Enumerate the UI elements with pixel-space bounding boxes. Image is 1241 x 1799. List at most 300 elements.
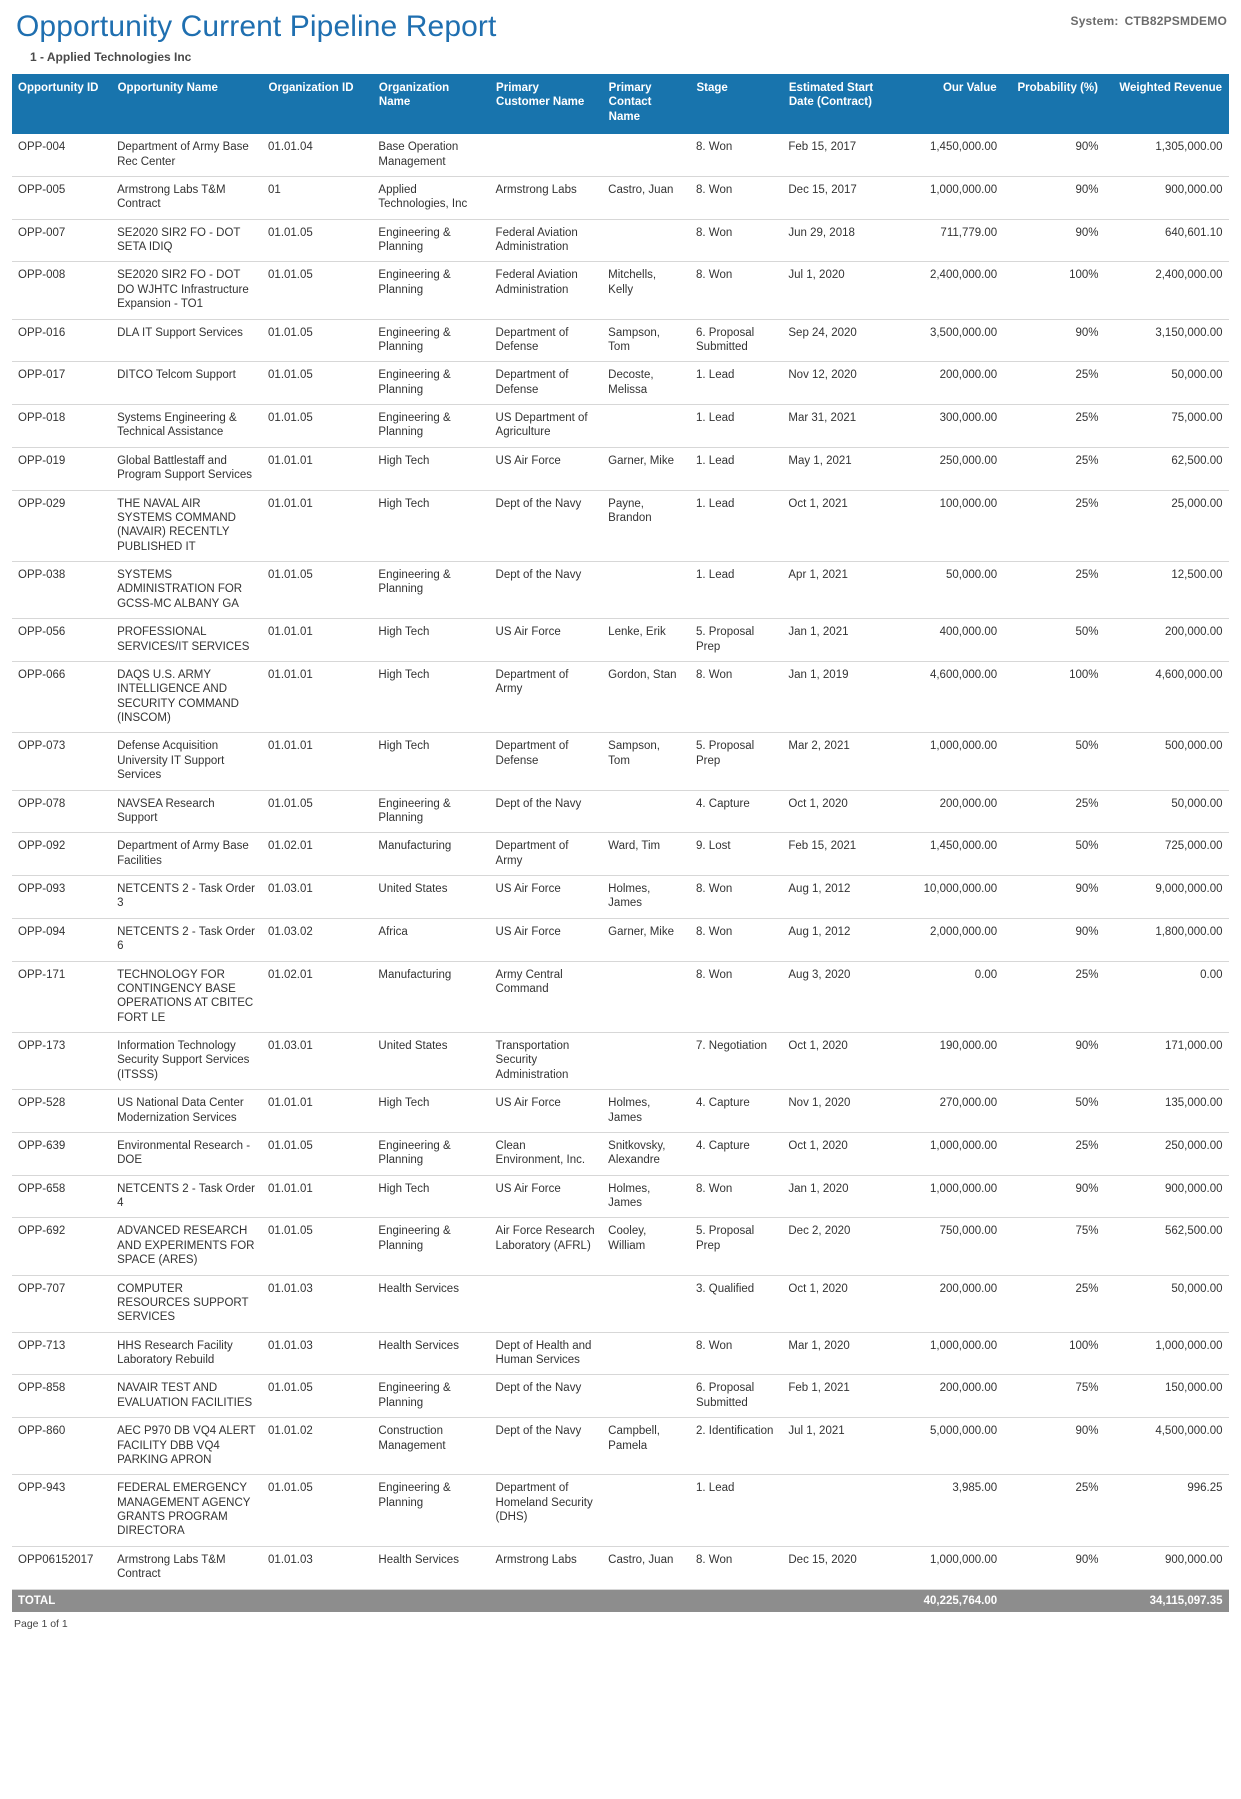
- cell-5: [602, 405, 690, 448]
- cell-4: US Air Force: [490, 447, 603, 490]
- cell-6: 8. Won: [690, 661, 782, 733]
- cell-8: 711,779.00: [891, 219, 1004, 262]
- col-our-value: Our Value: [891, 74, 1004, 134]
- cell-7: Apr 1, 2021: [782, 562, 890, 619]
- cell-0: OPP-173: [12, 1033, 111, 1090]
- cell-0: OPP-073: [12, 733, 111, 790]
- report-subtitle: 1 - Applied Technologies Inc: [30, 50, 192, 64]
- cell-9: 75%: [1003, 1218, 1104, 1275]
- cell-4: [490, 1275, 603, 1332]
- cell-6: 6. Proposal Submitted: [690, 1375, 782, 1418]
- cell-1: Global Battlestaff and Program Support Services: [111, 447, 262, 490]
- table-row: [12, 1418, 1229, 1475]
- cell-3: Engineering & Planning: [372, 319, 489, 362]
- cell-6: 8. Won: [690, 1332, 782, 1375]
- cell-8: 1,450,000.00: [891, 134, 1004, 176]
- cell-0: OPP-004: [12, 134, 111, 176]
- cell-1: DAQS U.S. ARMY INTELLIGENCE AND SECURITY COMMAND (INSCOM): [111, 661, 262, 733]
- cell-5: [602, 1033, 690, 1090]
- cell-5: Holmes, James: [602, 1090, 690, 1133]
- cell-8: 200,000.00: [891, 362, 1004, 405]
- cell-4: Dept of the Navy: [490, 1375, 603, 1418]
- cell-6: 2. Identification: [690, 1418, 782, 1475]
- table-row: [12, 918, 1229, 961]
- cell-4: Dept of the Navy: [490, 1418, 603, 1475]
- cell-5: Mitchells, Kelly: [602, 262, 690, 319]
- cell-10: 0.00: [1105, 961, 1229, 1033]
- cell-3: Engineering & Planning: [372, 790, 489, 833]
- cell-0: OPP-007: [12, 219, 111, 262]
- cell-9: 25%: [1003, 562, 1104, 619]
- cell-2: 01.01.05: [262, 262, 372, 319]
- cell-3: Health Services: [372, 1546, 489, 1589]
- cell-3: Engineering & Planning: [372, 1475, 489, 1547]
- cell-5: Campbell, Pamela: [602, 1418, 690, 1475]
- table-row: [12, 1132, 1229, 1175]
- cell-1: Department of Army Base Rec Center: [111, 134, 262, 176]
- cell-8: 1,000,000.00: [891, 1332, 1004, 1375]
- cell-7: Feb 15, 2017: [782, 134, 890, 176]
- cell-0: OPP-005: [12, 176, 111, 219]
- pipeline-table: [12, 74, 1229, 1612]
- cell-6: 8. Won: [690, 176, 782, 219]
- table-body: [12, 134, 1229, 1589]
- cell-6: 5. Proposal Prep: [690, 1218, 782, 1275]
- cell-8: 10,000,000.00: [891, 876, 1004, 919]
- cell-5: [602, 1332, 690, 1375]
- cell-4: US Air Force: [490, 876, 603, 919]
- cell-7: Jul 1, 2020: [782, 262, 890, 319]
- cell-1: NETCENTS 2 - Task Order 6: [111, 918, 262, 961]
- cell-0: OPP-066: [12, 661, 111, 733]
- cell-0: OPP-658: [12, 1175, 111, 1218]
- cell-1: SE2020 SIR2 FO - DOT SETA IDIQ: [111, 219, 262, 262]
- cell-1: NAVSEA Research Support: [111, 790, 262, 833]
- col-opportunity-id: Opportunity ID: [12, 74, 111, 134]
- cell-10: 200,000.00: [1105, 619, 1229, 662]
- cell-6: 8. Won: [690, 918, 782, 961]
- cell-10: 996.25: [1105, 1475, 1229, 1547]
- cell-8: 200,000.00: [891, 1275, 1004, 1332]
- cell-6: 8. Won: [690, 1175, 782, 1218]
- cell-9: 90%: [1003, 1418, 1104, 1475]
- col-primary-contact-name: Primary Contact Name: [602, 74, 690, 134]
- cell-2: 01.01.01: [262, 733, 372, 790]
- cell-7: Mar 2, 2021: [782, 733, 890, 790]
- table-row: [12, 176, 1229, 219]
- cell-8: 300,000.00: [891, 405, 1004, 448]
- cell-9: 90%: [1003, 134, 1104, 176]
- cell-10: 171,000.00: [1105, 1033, 1229, 1090]
- cell-0: OPP-017: [12, 362, 111, 405]
- cell-7: Dec 15, 2020: [782, 1546, 890, 1589]
- cell-2: 01.01.03: [262, 1332, 372, 1375]
- cell-1: PROFESSIONAL SERVICES/IT SERVICES: [111, 619, 262, 662]
- cell-8: 200,000.00: [891, 790, 1004, 833]
- cell-10: 75,000.00: [1105, 405, 1229, 448]
- cell-10: 50,000.00: [1105, 1275, 1229, 1332]
- cell-3: Base Operation Management: [372, 134, 489, 176]
- cell-9: 90%: [1003, 876, 1104, 919]
- cell-10: 62,500.00: [1105, 447, 1229, 490]
- cell-7: Jan 1, 2020: [782, 1175, 890, 1218]
- cell-0: OPP-713: [12, 1332, 111, 1375]
- col-organization-name: Organization Name: [372, 74, 489, 134]
- cell-1: Environmental Research - DOE: [111, 1132, 262, 1175]
- cell-2: 01.01.05: [262, 1132, 372, 1175]
- cell-4: Federal Aviation Administration: [490, 219, 603, 262]
- cell-3: Engineering & Planning: [372, 1132, 489, 1175]
- total-probability: [1003, 1589, 1104, 1612]
- cell-10: 135,000.00: [1105, 1090, 1229, 1133]
- cell-7: Jan 1, 2019: [782, 661, 890, 733]
- col-opportunity-name: Opportunity Name: [111, 74, 262, 134]
- cell-6: 8. Won: [690, 134, 782, 176]
- cell-6: 8. Won: [690, 876, 782, 919]
- cell-7: Oct 1, 2020: [782, 790, 890, 833]
- cell-9: 90%: [1003, 1175, 1104, 1218]
- table-row: [12, 405, 1229, 448]
- cell-1: US National Data Center Modernization Services: [111, 1090, 262, 1133]
- cell-8: 1,000,000.00: [891, 733, 1004, 790]
- cell-2: 01.02.01: [262, 833, 372, 876]
- cell-1: TECHNOLOGY FOR CONTINGENCY BASE OPERATIONS AT CBITEC FORT LE: [111, 961, 262, 1033]
- cell-2: 01.01.02: [262, 1418, 372, 1475]
- table-row: [12, 1475, 1229, 1547]
- cell-3: High Tech: [372, 619, 489, 662]
- cell-7: Sep 24, 2020: [782, 319, 890, 362]
- cell-6: 9. Lost: [690, 833, 782, 876]
- cell-0: OPP-692: [12, 1218, 111, 1275]
- cell-5: Garner, Mike: [602, 918, 690, 961]
- cell-5: Payne, Brandon: [602, 490, 690, 562]
- cell-4: US Air Force: [490, 918, 603, 961]
- cell-2: 01.03.02: [262, 918, 372, 961]
- cell-0: OPP-943: [12, 1475, 111, 1547]
- cell-7: Aug 1, 2012: [782, 876, 890, 919]
- cell-4: Department of Defense: [490, 319, 603, 362]
- table-row: [12, 833, 1229, 876]
- cell-1: NAVAIR TEST AND EVALUATION FACILITIES: [111, 1375, 262, 1418]
- cell-2: 01.01.01: [262, 447, 372, 490]
- cell-4: Air Force Research Laboratory (AFRL): [490, 1218, 603, 1275]
- cell-5: [602, 1475, 690, 1547]
- cell-10: 12,500.00: [1105, 562, 1229, 619]
- cell-6: 8. Won: [690, 961, 782, 1033]
- system-value: CTB82PSMDEMO: [1124, 14, 1227, 28]
- header-row: [12, 74, 1229, 134]
- cell-4: Department of Defense: [490, 733, 603, 790]
- cell-5: [602, 790, 690, 833]
- cell-5: [602, 1275, 690, 1332]
- cell-3: Construction Management: [372, 1418, 489, 1475]
- cell-6: 8. Won: [690, 262, 782, 319]
- cell-4: Department of Homeland Security (DHS): [490, 1475, 603, 1547]
- table-row: [12, 447, 1229, 490]
- cell-0: OPP-078: [12, 790, 111, 833]
- cell-1: HHS Research Facility Laboratory Rebuild: [111, 1332, 262, 1375]
- cell-7: Nov 12, 2020: [782, 362, 890, 405]
- cell-10: 50,000.00: [1105, 362, 1229, 405]
- col-weighted-revenue: Weighted Revenue: [1105, 74, 1229, 134]
- cell-5: Lenke, Erik: [602, 619, 690, 662]
- cell-8: 1,000,000.00: [891, 1175, 1004, 1218]
- cell-10: 562,500.00: [1105, 1218, 1229, 1275]
- col-organization-id: Organization ID: [262, 74, 372, 134]
- cell-4: Armstrong Labs: [490, 176, 603, 219]
- cell-1: SE2020 SIR2 FO - DOT DO WJHTC Infrastructure Expansion - TO1: [111, 262, 262, 319]
- table-row: [12, 319, 1229, 362]
- cell-2: 01.01.01: [262, 619, 372, 662]
- table-row: [12, 562, 1229, 619]
- cell-3: Engineering & Planning: [372, 1218, 489, 1275]
- cell-4: Clean Environment, Inc.: [490, 1132, 603, 1175]
- cell-3: Engineering & Planning: [372, 262, 489, 319]
- cell-4: Department of Defense: [490, 362, 603, 405]
- cell-4: Dept of the Navy: [490, 562, 603, 619]
- cell-7: Oct 1, 2020: [782, 1275, 890, 1332]
- cell-6: 8. Won: [690, 1546, 782, 1589]
- cell-10: 1,305,000.00: [1105, 134, 1229, 176]
- table-row: [12, 619, 1229, 662]
- cell-4: Dept of the Navy: [490, 790, 603, 833]
- cell-9: 90%: [1003, 219, 1104, 262]
- cell-7: Oct 1, 2021: [782, 490, 890, 562]
- total-row: [12, 1589, 1229, 1612]
- col-primary-customer-name: Primary Customer Name: [490, 74, 603, 134]
- cell-4: Department of Army: [490, 661, 603, 733]
- cell-3: High Tech: [372, 490, 489, 562]
- cell-10: 900,000.00: [1105, 176, 1229, 219]
- cell-8: 200,000.00: [891, 1375, 1004, 1418]
- table-row: [12, 1275, 1229, 1332]
- cell-5: [602, 219, 690, 262]
- table-row: [12, 961, 1229, 1033]
- cell-0: OPP-038: [12, 562, 111, 619]
- cell-10: 2,400,000.00: [1105, 262, 1229, 319]
- cell-7: Jul 1, 2021: [782, 1418, 890, 1475]
- col-estimated-start-date: Estimated Start Date (Contract): [782, 74, 890, 134]
- cell-4: US Air Force: [490, 619, 603, 662]
- cell-8: 100,000.00: [891, 490, 1004, 562]
- cell-10: 1,000,000.00: [1105, 1332, 1229, 1375]
- cell-3: United States: [372, 1033, 489, 1090]
- cell-6: 5. Proposal Prep: [690, 619, 782, 662]
- cell-5: Gordon, Stan: [602, 661, 690, 733]
- cell-0: OPP06152017: [12, 1546, 111, 1589]
- cell-7: Nov 1, 2020: [782, 1090, 890, 1133]
- cell-2: 01.03.01: [262, 1033, 372, 1090]
- cell-0: OPP-639: [12, 1132, 111, 1175]
- cell-2: 01.02.01: [262, 961, 372, 1033]
- cell-10: 900,000.00: [1105, 1175, 1229, 1218]
- cell-0: OPP-018: [12, 405, 111, 448]
- cell-9: 100%: [1003, 262, 1104, 319]
- cell-3: High Tech: [372, 733, 489, 790]
- cell-5: [602, 562, 690, 619]
- cell-5: [602, 134, 690, 176]
- cell-10: 4,500,000.00: [1105, 1418, 1229, 1475]
- page-title: Opportunity Current Pipeline Report: [16, 10, 497, 43]
- cell-9: 25%: [1003, 447, 1104, 490]
- page-footer: Page 1 of 1: [14, 1617, 68, 1630]
- cell-2: 01.01.05: [262, 1218, 372, 1275]
- col-stage: Stage: [690, 74, 782, 134]
- cell-5: Sampson, Tom: [602, 319, 690, 362]
- cell-2: 01.01.01: [262, 661, 372, 733]
- cell-1: Department of Army Base Facilities: [111, 833, 262, 876]
- cell-1: AEC P970 DB VQ4 ALERT FACILITY DBB VQ4 PARKING APRON: [111, 1418, 262, 1475]
- cell-5: Decoste, Melissa: [602, 362, 690, 405]
- cell-2: 01.01.04: [262, 134, 372, 176]
- cell-8: 1,000,000.00: [891, 1132, 1004, 1175]
- table-row: [12, 1175, 1229, 1218]
- cell-3: Manufacturing: [372, 833, 489, 876]
- cell-8: 1,450,000.00: [891, 833, 1004, 876]
- cell-2: 01.01.01: [262, 1175, 372, 1218]
- table-row: [12, 1332, 1229, 1375]
- cell-3: Engineering & Planning: [372, 219, 489, 262]
- cell-6: 1. Lead: [690, 562, 782, 619]
- table-row: [12, 362, 1229, 405]
- cell-3: Applied Technologies, Inc: [372, 176, 489, 219]
- cell-2: 01.01.01: [262, 490, 372, 562]
- cell-2: 01.01.05: [262, 790, 372, 833]
- cell-8: 2,400,000.00: [891, 262, 1004, 319]
- cell-2: 01.01.03: [262, 1546, 372, 1589]
- cell-8: 400,000.00: [891, 619, 1004, 662]
- cell-8: 1,000,000.00: [891, 1546, 1004, 1589]
- cell-5: Castro, Juan: [602, 1546, 690, 1589]
- cell-2: 01.01.05: [262, 562, 372, 619]
- cell-1: Systems Engineering & Technical Assistance: [111, 405, 262, 448]
- cell-10: 9,000,000.00: [1105, 876, 1229, 919]
- cell-6: 6. Proposal Submitted: [690, 319, 782, 362]
- cell-8: 4,600,000.00: [891, 661, 1004, 733]
- cell-9: 90%: [1003, 1546, 1104, 1589]
- cell-0: OPP-019: [12, 447, 111, 490]
- cell-9: 25%: [1003, 1475, 1104, 1547]
- cell-8: 250,000.00: [891, 447, 1004, 490]
- cell-1: DLA IT Support Services: [111, 319, 262, 362]
- cell-9: 25%: [1003, 362, 1104, 405]
- cell-8: 5,000,000.00: [891, 1418, 1004, 1475]
- total-label: TOTAL: [12, 1589, 891, 1612]
- cell-4: Transportation Security Administration: [490, 1033, 603, 1090]
- total-weighted-revenue: 34,115,097.35: [1105, 1589, 1229, 1612]
- cell-9: 90%: [1003, 1033, 1104, 1090]
- cell-5: Snitkovsky, Alexandre: [602, 1132, 690, 1175]
- cell-4: Armstrong Labs: [490, 1546, 603, 1589]
- system-label: System:: [1070, 14, 1119, 28]
- cell-0: OPP-093: [12, 876, 111, 919]
- table-row: [12, 790, 1229, 833]
- cell-10: 1,800,000.00: [1105, 918, 1229, 961]
- cell-9: 90%: [1003, 918, 1104, 961]
- cell-2: 01.01.01: [262, 1090, 372, 1133]
- cell-7: May 1, 2021: [782, 447, 890, 490]
- cell-5: Castro, Juan: [602, 176, 690, 219]
- cell-5: Cooley, William: [602, 1218, 690, 1275]
- cell-3: High Tech: [372, 447, 489, 490]
- cell-7: [782, 1475, 890, 1547]
- cell-9: 100%: [1003, 661, 1104, 733]
- cell-7: Jan 1, 2021: [782, 619, 890, 662]
- cell-9: 50%: [1003, 833, 1104, 876]
- cell-7: Mar 31, 2021: [782, 405, 890, 448]
- cell-7: Mar 1, 2020: [782, 1332, 890, 1375]
- table-row: [12, 1546, 1229, 1589]
- cell-9: 50%: [1003, 1090, 1104, 1133]
- cell-9: 50%: [1003, 733, 1104, 790]
- cell-2: 01.01.05: [262, 1475, 372, 1547]
- cell-3: Health Services: [372, 1275, 489, 1332]
- cell-9: 25%: [1003, 961, 1104, 1033]
- cell-6: 4. Capture: [690, 1132, 782, 1175]
- cell-10: 50,000.00: [1105, 790, 1229, 833]
- cell-10: 3,150,000.00: [1105, 319, 1229, 362]
- cell-4: US Air Force: [490, 1090, 603, 1133]
- table-row: [12, 490, 1229, 562]
- total-our-value: 40,225,764.00: [891, 1589, 1004, 1612]
- cell-5: Garner, Mike: [602, 447, 690, 490]
- cell-1: ADVANCED RESEARCH AND EXPERIMENTS FOR SPACE (ARES): [111, 1218, 262, 1275]
- cell-3: Engineering & Planning: [372, 362, 489, 405]
- table-row: [12, 262, 1229, 319]
- cell-10: 640,601.10: [1105, 219, 1229, 262]
- cell-3: Engineering & Planning: [372, 1375, 489, 1418]
- table-row: [12, 219, 1229, 262]
- cell-0: OPP-171: [12, 961, 111, 1033]
- cell-5: Ward, Tim: [602, 833, 690, 876]
- cell-3: High Tech: [372, 661, 489, 733]
- cell-3: Engineering & Planning: [372, 405, 489, 448]
- cell-3: High Tech: [372, 1090, 489, 1133]
- cell-7: Feb 1, 2021: [782, 1375, 890, 1418]
- cell-1: COMPUTER RESOURCES SUPPORT SERVICES: [111, 1275, 262, 1332]
- cell-5: Sampson, Tom: [602, 733, 690, 790]
- col-probability: Probability (%): [1003, 74, 1104, 134]
- cell-0: OPP-860: [12, 1418, 111, 1475]
- cell-10: 500,000.00: [1105, 733, 1229, 790]
- cell-7: Oct 1, 2020: [782, 1033, 890, 1090]
- cell-9: 75%: [1003, 1375, 1104, 1418]
- cell-1: Information Technology Security Support Services (ITSSS): [111, 1033, 262, 1090]
- cell-0: OPP-092: [12, 833, 111, 876]
- cell-1: NETCENTS 2 - Task Order 3: [111, 876, 262, 919]
- cell-0: OPP-528: [12, 1090, 111, 1133]
- cell-10: 25,000.00: [1105, 490, 1229, 562]
- table-row: [12, 1090, 1229, 1133]
- system-info: [1070, 14, 1227, 28]
- table-header: [12, 74, 1229, 134]
- cell-6: 1. Lead: [690, 405, 782, 448]
- table-row: [12, 661, 1229, 733]
- cell-1: DITCO Telcom Support: [111, 362, 262, 405]
- table-row: [12, 1375, 1229, 1418]
- cell-6: 1. Lead: [690, 490, 782, 562]
- cell-2: 01.01.05: [262, 362, 372, 405]
- table-footer: [12, 1589, 1229, 1612]
- cell-4: [490, 134, 603, 176]
- cell-10: 725,000.00: [1105, 833, 1229, 876]
- cell-3: High Tech: [372, 1175, 489, 1218]
- cell-8: 750,000.00: [891, 1218, 1004, 1275]
- cell-8: 3,500,000.00: [891, 319, 1004, 362]
- cell-6: 5. Proposal Prep: [690, 733, 782, 790]
- cell-9: 25%: [1003, 1132, 1104, 1175]
- cell-4: Federal Aviation Administration: [490, 262, 603, 319]
